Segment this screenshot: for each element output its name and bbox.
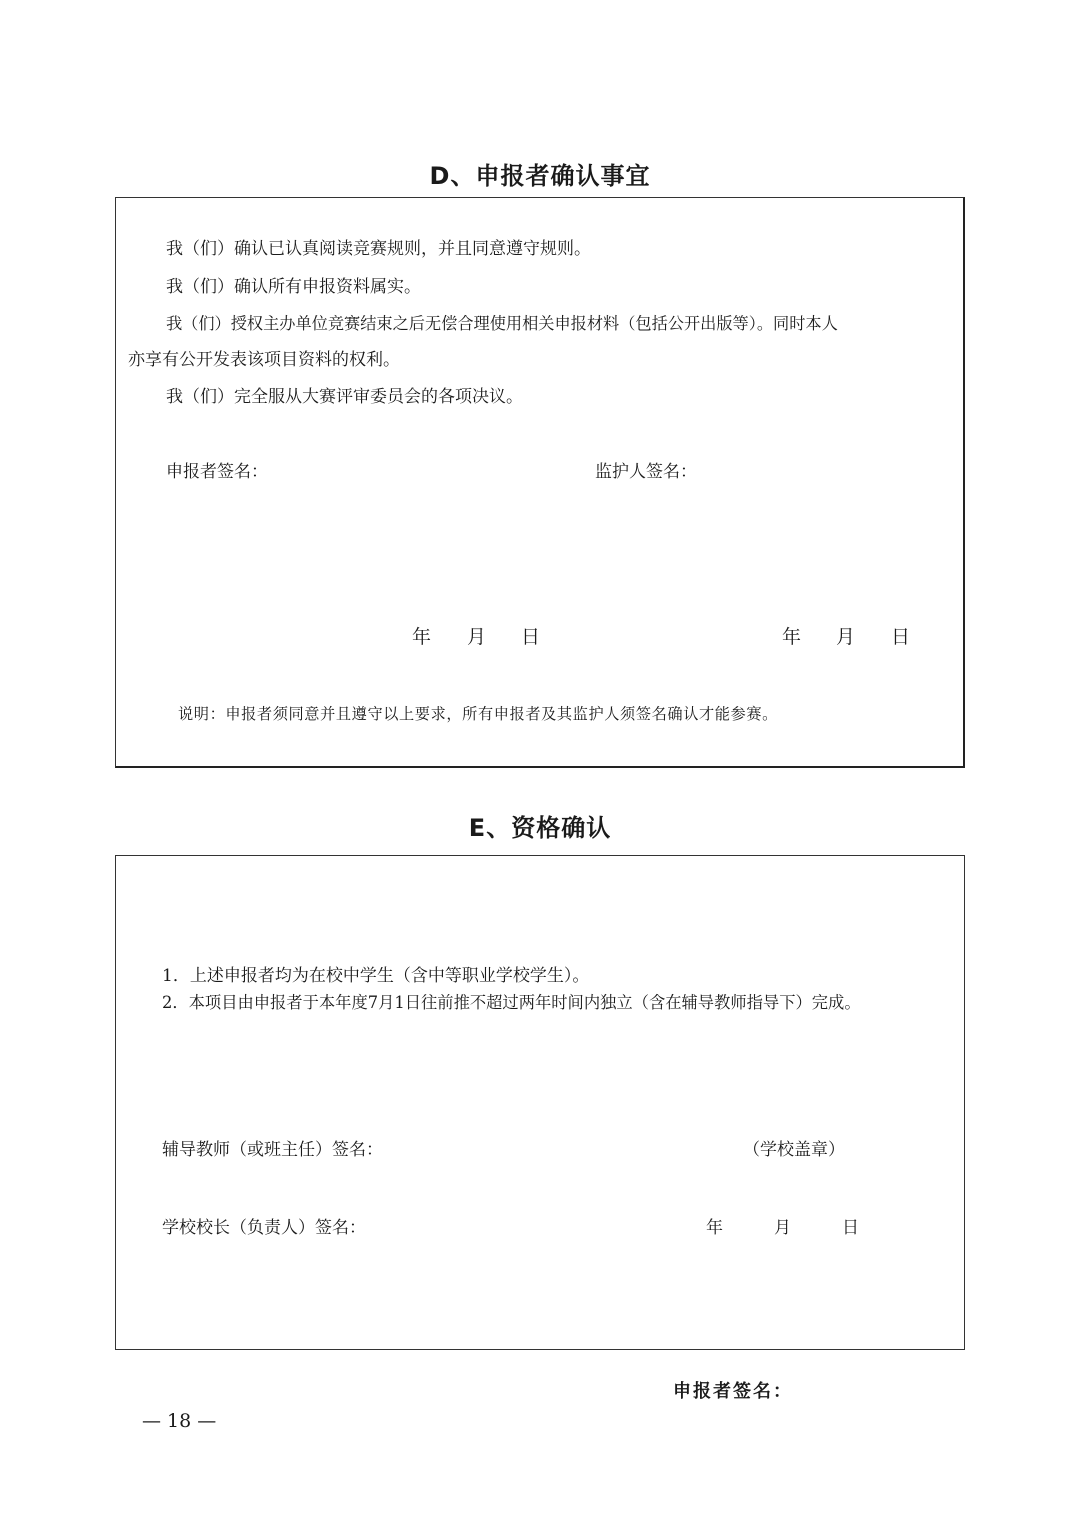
date-year: 年: [706, 1218, 723, 1238]
applicant-signature-label: 申报者签名：: [166, 462, 268, 482]
school-seal-label: （学校盖章）: [743, 1140, 845, 1160]
qualification-item: 2．本项目由申报者于本年度7月1日往前推不超过两年时间内独立（含在辅导教师指导下）完成。: [162, 993, 861, 1012]
principal-signature-label: 学校校长（负责人）签名：: [162, 1218, 366, 1238]
date-year: 年: [412, 626, 432, 648]
date-month: 月: [467, 626, 487, 648]
guardian-signature-label: 监护人签名：: [595, 462, 697, 482]
page-number: — 18 —: [142, 1410, 217, 1432]
section-d-title: D、申报者确认事宜: [429, 162, 651, 190]
footer-applicant-signature-label: 申报者签名：: [673, 1381, 793, 1402]
declaration-paragraph: 亦享有公开发表该项目资料的权利。: [128, 350, 400, 370]
teacher-signature-label: 辅导教师（或班主任）签名：: [162, 1140, 383, 1160]
section-d-note: 说明：申报者须同意并且遵守以上要求，所有申报者及其监护人须签名确认才能参赛。: [178, 705, 778, 723]
qualification-item: 1．上述申报者均为在校中学生（含中等职业学校学生）。: [162, 966, 590, 986]
declaration-paragraph: 我（们）确认所有申报资料属实。: [166, 277, 421, 297]
date-day: 日: [521, 626, 541, 648]
section-e-title: E、资格确认: [468, 814, 612, 842]
section-e-box: [115, 855, 965, 1350]
date-year: 年: [782, 626, 802, 648]
date-month: 月: [836, 626, 856, 648]
declaration-paragraph: 我（们）确认已认真阅读竞赛规则，并且同意遵守规则。: [166, 239, 591, 259]
date-day: 日: [842, 1218, 859, 1238]
date-month: 月: [774, 1218, 791, 1238]
declaration-paragraph: 我（们）授权主办单位竞赛结束之后无偿合理使用相关申报材料（包括公开出版等）。同时本人: [166, 314, 838, 333]
date-day: 日: [891, 626, 911, 648]
declaration-paragraph: 我（们）完全服从大赛评审委员会的各项决议。: [166, 387, 523, 407]
